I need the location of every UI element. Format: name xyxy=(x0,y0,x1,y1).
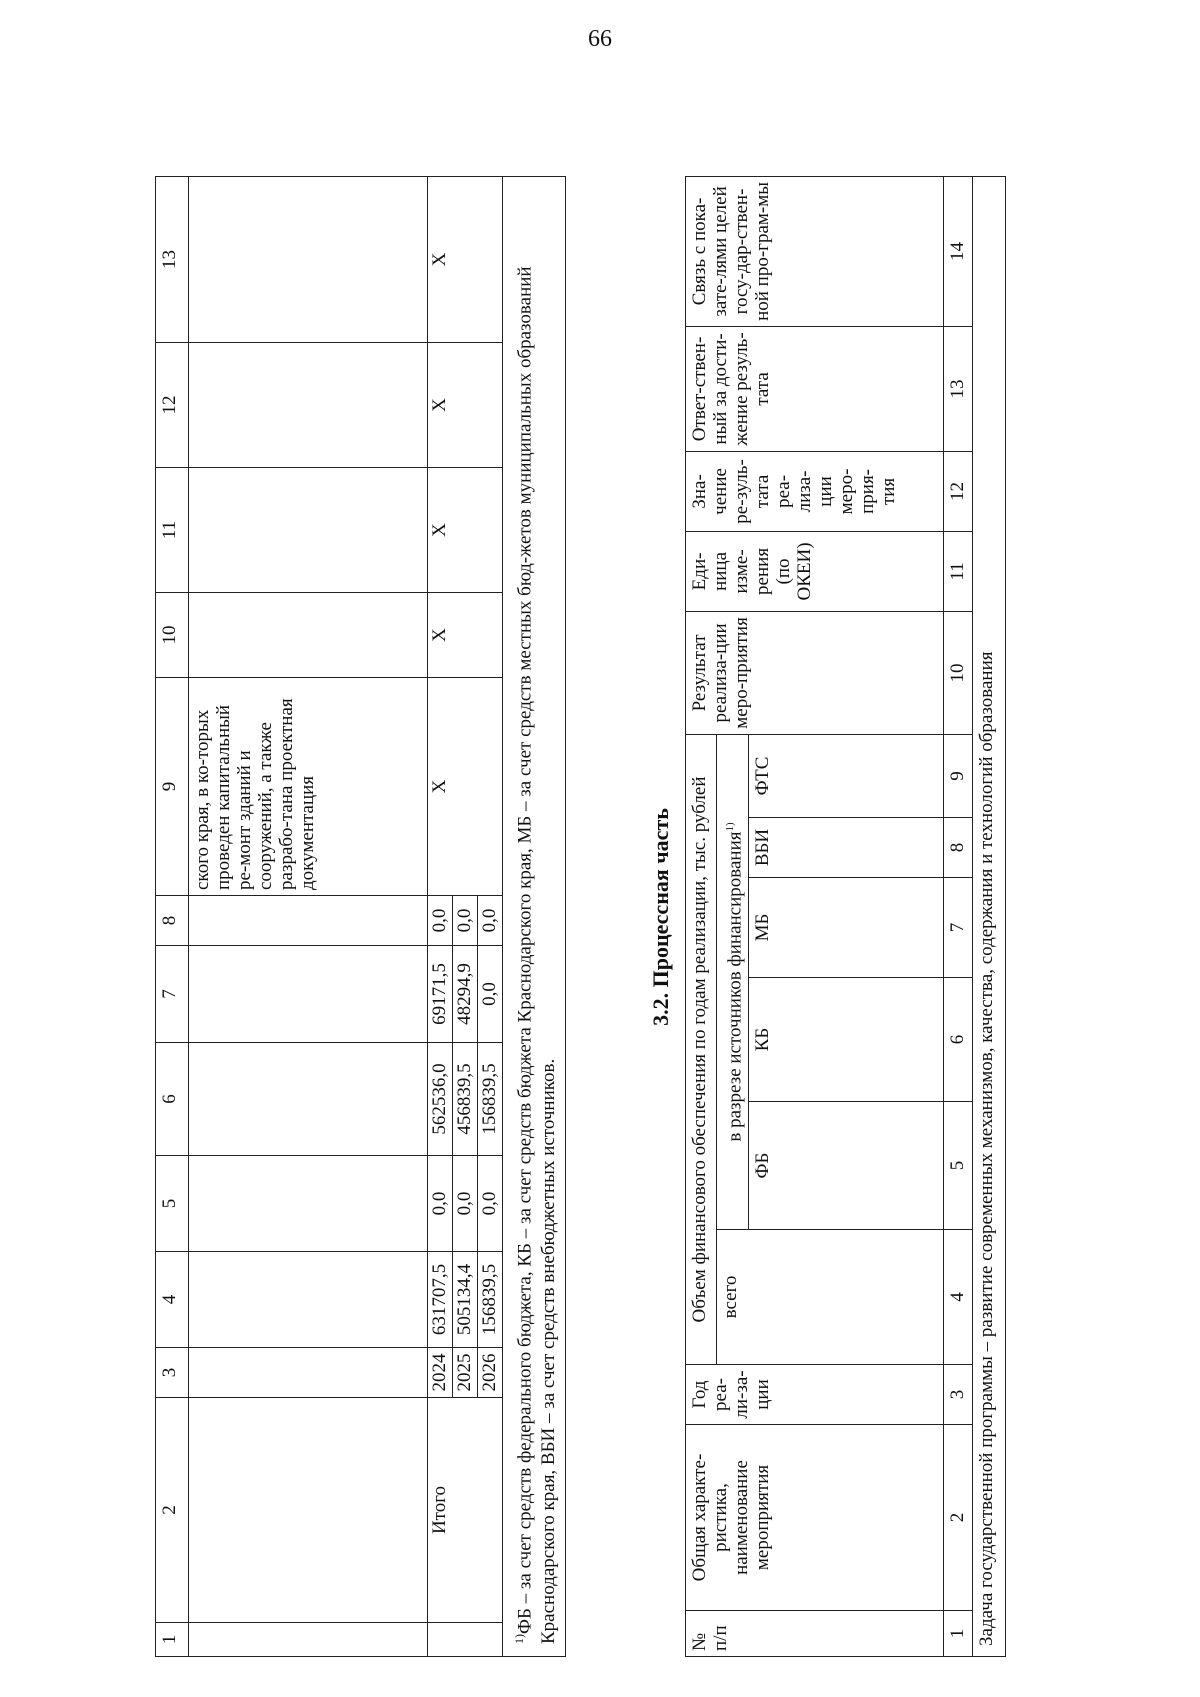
task-text: Задача государственной программы – развитие современных механизмов, качества, содержания и технологий образования xyxy=(973,176,1006,1656)
col-number: 10 xyxy=(944,611,973,734)
year-cell: 2025 xyxy=(453,1348,478,1398)
col-number: 3 xyxy=(156,1348,189,1398)
total-cell: 156839,5 xyxy=(478,1252,503,1348)
col-number: 8 xyxy=(156,896,189,946)
col-number: 5 xyxy=(156,1156,189,1252)
vbi-cell: 0,0 xyxy=(428,896,453,946)
column-number-row xyxy=(944,176,973,1656)
x-mark: X xyxy=(428,593,503,678)
header-total: всего xyxy=(717,1230,944,1365)
vbi-cell: 0,0 xyxy=(478,896,503,946)
header-row-1 xyxy=(686,176,717,1656)
kb-cell: 562536,0 xyxy=(428,1043,453,1156)
x-mark: X xyxy=(428,678,503,896)
footnote-row xyxy=(503,177,566,1657)
col-number: 13 xyxy=(156,177,189,343)
col-number: 3 xyxy=(944,1365,973,1425)
col-number: 9 xyxy=(944,734,973,817)
header-vbi: ВБИ xyxy=(749,818,944,878)
col-number: 1 xyxy=(156,1623,189,1657)
col-number: 11 xyxy=(156,468,189,593)
col-number: 9 xyxy=(156,678,189,896)
footnote-text: ФБ – за счет средств федерального бюджета, КБ – за счет средств бюджета Краснодарского края, МБ – за счет средств местных бюд-жетов муниципальных образований Краснодарского края, ВБИ – за счет средств внебюджетных источников. xyxy=(514,266,560,1644)
itogo-row-2024 xyxy=(428,177,453,1657)
header-name: Общая характе-ристика, наименование мероприятия xyxy=(686,1425,944,1611)
col-number: 2 xyxy=(944,1425,973,1611)
header-responsible: Ответ-ствен-ный за дости-жение резуль-тата xyxy=(686,326,944,451)
footnote-marker: 1) xyxy=(512,1634,526,1644)
col-number: 13 xyxy=(944,326,973,451)
mb-cell: 48294,9 xyxy=(453,946,478,1043)
fb-cell: 0,0 xyxy=(428,1156,453,1252)
col-number: 14 xyxy=(944,176,973,326)
col-number: 10 xyxy=(156,593,189,678)
col-number: 11 xyxy=(944,531,973,611)
column-number-row xyxy=(156,177,189,1657)
fb-cell: 0,0 xyxy=(478,1156,503,1252)
description-row xyxy=(189,177,428,1657)
col-number: 5 xyxy=(944,1102,973,1230)
total-cell: 631707,5 xyxy=(428,1252,453,1348)
col-number: 12 xyxy=(944,451,973,531)
task-row xyxy=(973,176,1006,1656)
header-value: Зна-чение ре-зуль-тата реа-лиза-ции меро-прия-тия xyxy=(686,451,944,531)
page-number: 66 xyxy=(588,26,612,52)
footnote xyxy=(503,177,566,1657)
col-number: 6 xyxy=(944,978,973,1102)
continuation-table xyxy=(155,176,566,1657)
header-unit: Еди-ница изме-рения (по ОКЕИ) xyxy=(686,531,944,611)
landscape-sheet xyxy=(155,177,1045,1657)
year-cell: 2024 xyxy=(428,1348,453,1398)
col-number: 7 xyxy=(156,946,189,1043)
col-number: 2 xyxy=(156,1398,189,1623)
mb-cell: 69171,5 xyxy=(428,946,453,1043)
header-mb: МБ xyxy=(749,878,944,978)
header-fts: ФТС xyxy=(749,734,944,817)
kb-cell: 156839,5 xyxy=(478,1043,503,1156)
col-number: 7 xyxy=(944,878,973,978)
header-split-sup: 1) xyxy=(724,822,736,832)
result-description: ского края, в ко-торых проведен капитальный ре-монт зданий и сооружений, а также разрабо-тана проектная документация xyxy=(189,678,428,896)
x-mark: X xyxy=(428,343,503,468)
header-year: Год реа-ли-за-ции xyxy=(686,1365,944,1425)
col-number: 6 xyxy=(156,1043,189,1156)
x-mark: X xyxy=(428,177,503,343)
col-number: 12 xyxy=(156,343,189,468)
rotated-landscape-content xyxy=(155,177,1045,1657)
header-split: в разрезе источников финансирования$^{1)}$ xyxy=(717,734,749,1229)
col-number: 8 xyxy=(944,818,973,878)
mb-cell: 0,0 xyxy=(478,946,503,1043)
fb-cell: 0,0 xyxy=(453,1156,478,1252)
section-title: 3.2. Процессная часть xyxy=(648,808,673,1026)
vbi-cell: 0,0 xyxy=(453,896,478,946)
header-kb: КБ xyxy=(749,978,944,1102)
col-number: 4 xyxy=(944,1230,973,1365)
x-mark: X xyxy=(428,468,503,593)
col-number: 1 xyxy=(944,1611,973,1657)
itogo-label: Итого xyxy=(428,1398,503,1623)
col-number: 4 xyxy=(156,1252,189,1348)
total-cell: 505134,4 xyxy=(453,1252,478,1348)
header-fb: ФБ xyxy=(749,1102,944,1230)
header-num: № п/п xyxy=(686,1611,944,1657)
year-cell: 2026 xyxy=(478,1348,503,1398)
header-volume: Объем финансового обеспечения по годам реализации, тыс. рублей xyxy=(686,734,717,1364)
kb-cell: 456839,5 xyxy=(453,1043,478,1156)
process-part-table xyxy=(685,176,1006,1657)
header-link: Связь с пока-зате-лями целей госу-дар-ствен-ной про-грам-мы xyxy=(686,176,944,326)
header-result: Результат реализа-ции меро-приятия xyxy=(686,611,944,734)
